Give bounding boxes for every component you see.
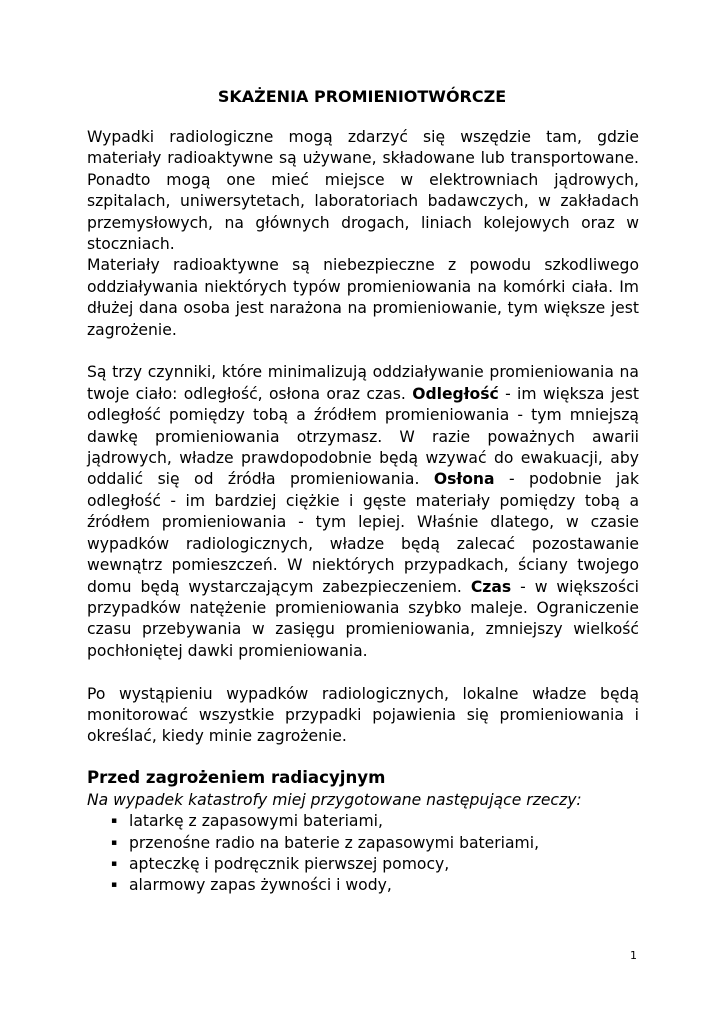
list-item-text: alarmowy zapas żywności i wody, <box>129 876 392 895</box>
paragraph-accident-locations: Wypadki radiologiczne mogą zdarzyć się wszędzie tam, gdzie materiały radioaktywne są używane, składowane lub transportowane. Ponadto mogą one mieć miejsce w elektrowniach jądrowych, szpitalach, uniwersytetach, laboratoriach badawczych, w zakładach przemysłowych, na głównych drogach, liniach kolejowych oraz w stoczniach. <box>87 128 639 254</box>
document-title: SKAŻENIA PROMIENIOTWÓRCZE <box>217 87 507 106</box>
list-item <box>103 811 639 832</box>
document-body <box>87 127 639 897</box>
paragraph-protection-factors <box>87 362 639 662</box>
supplies-list <box>87 811 639 897</box>
list-item-text: latarkę z zapasowymi bateriami, <box>129 812 383 831</box>
paragraph-spacer <box>87 662 639 683</box>
list-item-text: przenośne radio na baterie z zapasowymi bateriami, <box>129 833 540 852</box>
list-item <box>103 875 639 896</box>
page-number: 1 <box>630 949 637 962</box>
list-item <box>103 833 639 854</box>
paragraph-spacer <box>87 341 639 362</box>
paragraph-spacer <box>87 748 639 766</box>
paragraph-radiation-danger: Materiały radioaktywne są niebezpieczne z powodu szkodliwego oddziaływania niektórych typów promieniowania na komórki ciała. Im dłużej dana osoba jest narażona na promieniowanie, tym większe jest zagrożenie. <box>87 256 639 339</box>
paragraph-authorities-monitoring: Po wystąpieniu wypadków radiologicznych, lokalne władze będą monitorować wszystkie przypadki pojawienia się promieniowania i określać, kiedy minie zagrożenie. <box>87 684 639 746</box>
term-distance: Odległość <box>412 384 499 403</box>
bullet-icon: ▪ <box>111 837 118 848</box>
section-heading: Przed zagrożeniem radiacyjnym <box>87 767 386 787</box>
distance-description: - im większa jest odległość pomiędzy tobą a źródłem promieniowania - tym mniejszą dawkę promieniowania otrzymasz. W razie poważnych awarii jądrowych, władze prawdopodobnie będą wzywać do ewakuacji, aby oddalić się od źródła promieniowania. <box>87 384 639 489</box>
bullet-icon: ▪ <box>111 858 118 869</box>
term-shield: Osłona <box>433 470 495 489</box>
shield-description: - podobnie jak odległość - im bardziej ciężkie i gęste materiały pomiędzy tobą a źródłem promieniowania - tym lepiej. Właśnie dlatego, w czasie wypadków radiologicznych, władze będą zalecać pozostawanie wewnątrz pomieszczeń. W niektórych przypadkach, ściany twojego domu będą wystarczającym zabezpieczeniem. <box>87 470 639 596</box>
list-item <box>103 854 639 875</box>
time-description: - w większości przypadków natężenie promieniowania szybko maleje. Ograniczenie czasu przebywania w zasięgu promieniowania, zmniejszy wielkość pochłoniętej dawki promieniowania. <box>87 577 639 660</box>
factors-intro: Są trzy czynniki, które minimalizują oddziaływanie promieniowania na twoje ciało: odległość, osłona oraz czas. <box>87 363 639 403</box>
bullet-icon: ▪ <box>111 880 118 891</box>
term-time: Czas <box>470 577 512 596</box>
section-subheading: Na wypadek katastrofy miej przygotowane następujące rzeczy: <box>87 790 582 809</box>
list-item-text: apteczkę i podręcznik pierwszej pomocy, <box>129 854 450 873</box>
bullet-icon: ▪ <box>111 816 118 827</box>
